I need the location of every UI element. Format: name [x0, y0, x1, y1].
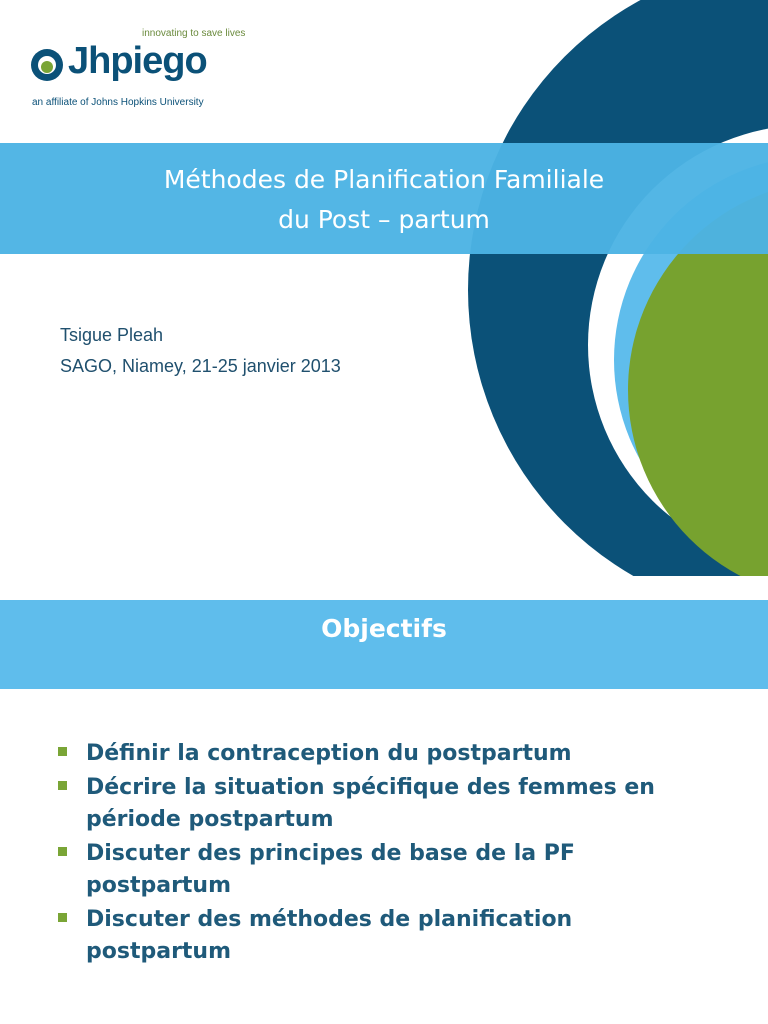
slide-title — [0, 160, 768, 240]
list-item — [58, 838, 718, 902]
decorative-circles — [468, 0, 768, 576]
bullet-text: Définir la contraception du postpartum — [86, 741, 572, 766]
logo-wordmark: Jhpiego — [68, 40, 207, 82]
list-item — [58, 738, 718, 770]
presenter-name: Tsigue Pleah — [60, 325, 164, 345]
event-info: SAGO, Niamey, 21-25 janvier 2013 — [60, 356, 341, 376]
jhpiego-logo — [30, 28, 246, 110]
slide-gap — [0, 576, 768, 600]
bullet-text: Décrire la situation spécifique des femmes en période postpartum — [86, 775, 655, 832]
jhpiego-emblem-icon — [30, 48, 64, 82]
objectives-title: Objectifs — [321, 614, 447, 643]
square-bullet-icon — [58, 747, 67, 756]
objectives-list — [58, 738, 718, 970]
bullet-text: Discuter des méthodes de planification postpartum — [86, 907, 573, 964]
title-line-1: Méthodes de Planification Familiale — [163, 165, 605, 194]
square-bullet-icon — [58, 781, 67, 790]
logo-affiliation: an affiliate of Johns Hopkins University — [32, 97, 204, 108]
list-item — [58, 904, 718, 968]
objectives-slide — [0, 600, 768, 1024]
bullet-text: Discuter des principes de base de la PF postpartum — [86, 841, 575, 898]
logo-tagline: innovating to save lives — [142, 28, 246, 39]
square-bullet-icon — [58, 913, 67, 922]
list-item — [58, 772, 718, 836]
square-bullet-icon — [58, 847, 67, 856]
title-line-2: du Post – partum — [278, 205, 490, 234]
presenter-info — [60, 320, 341, 382]
